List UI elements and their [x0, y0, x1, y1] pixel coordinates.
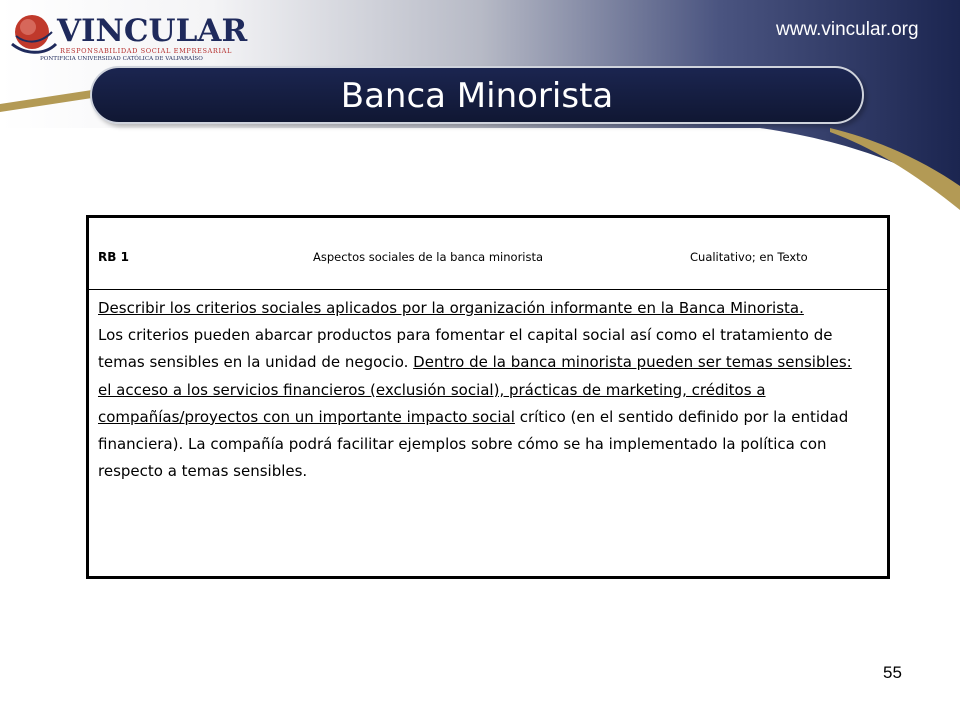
description-paragraph-2: [98, 322, 858, 485]
description-underlined-2: Dentro de la banca minorista pueden ser temas sensibles: el acceso a los servicios financieros (exclusión social), prácticas de marketing, créditos a compañías/proyectos con un importante impacto social: [98, 353, 852, 426]
indicator-aspect: Aspectos sociales de la banca minorista: [313, 250, 544, 264]
logo-institution: PONTIFICIA UNIVERSIDAD CATÓLICA DE VALPARAÍSO: [40, 56, 203, 62]
description-text-3: crítico (en el sentido definido por la entidad financiera). La compañía podrá facilitar ejemplos sobre cómo se ha implementado la política con respecto a temas sensibles.: [98, 407, 849, 481]
description-text-2: Los criterios pueden abarcar productos para fomentar el capital social así como el tratamiento de temas sensibles en la unidad de negocio.: [98, 326, 833, 372]
site-url[interactable]: www.vincular.org: [776, 19, 919, 40]
slide-title: Banca Minorista: [340, 76, 614, 116]
page-number: 55: [883, 663, 902, 682]
vincular-logo: [10, 8, 248, 66]
indicator-type: Cualitativo; en Texto: [690, 250, 808, 264]
description-paragraph-1: [98, 295, 858, 322]
globe-logo-icon: [10, 10, 58, 60]
logo-wordmark: VINCULAR: [57, 13, 248, 49]
description-underlined-1: Describir los criterios sociales aplicados por la organización informante en la Banca Minorista.: [98, 299, 804, 317]
title-banner: [90, 66, 864, 124]
logo-tagline: RESPONSABILIDAD SOCIAL EMPRESARIAL: [60, 47, 233, 55]
indicator-description: [98, 295, 858, 485]
table-header-row: [89, 218, 887, 290]
indicator-table: [86, 215, 890, 579]
indicator-code: RB 1: [98, 250, 129, 264]
